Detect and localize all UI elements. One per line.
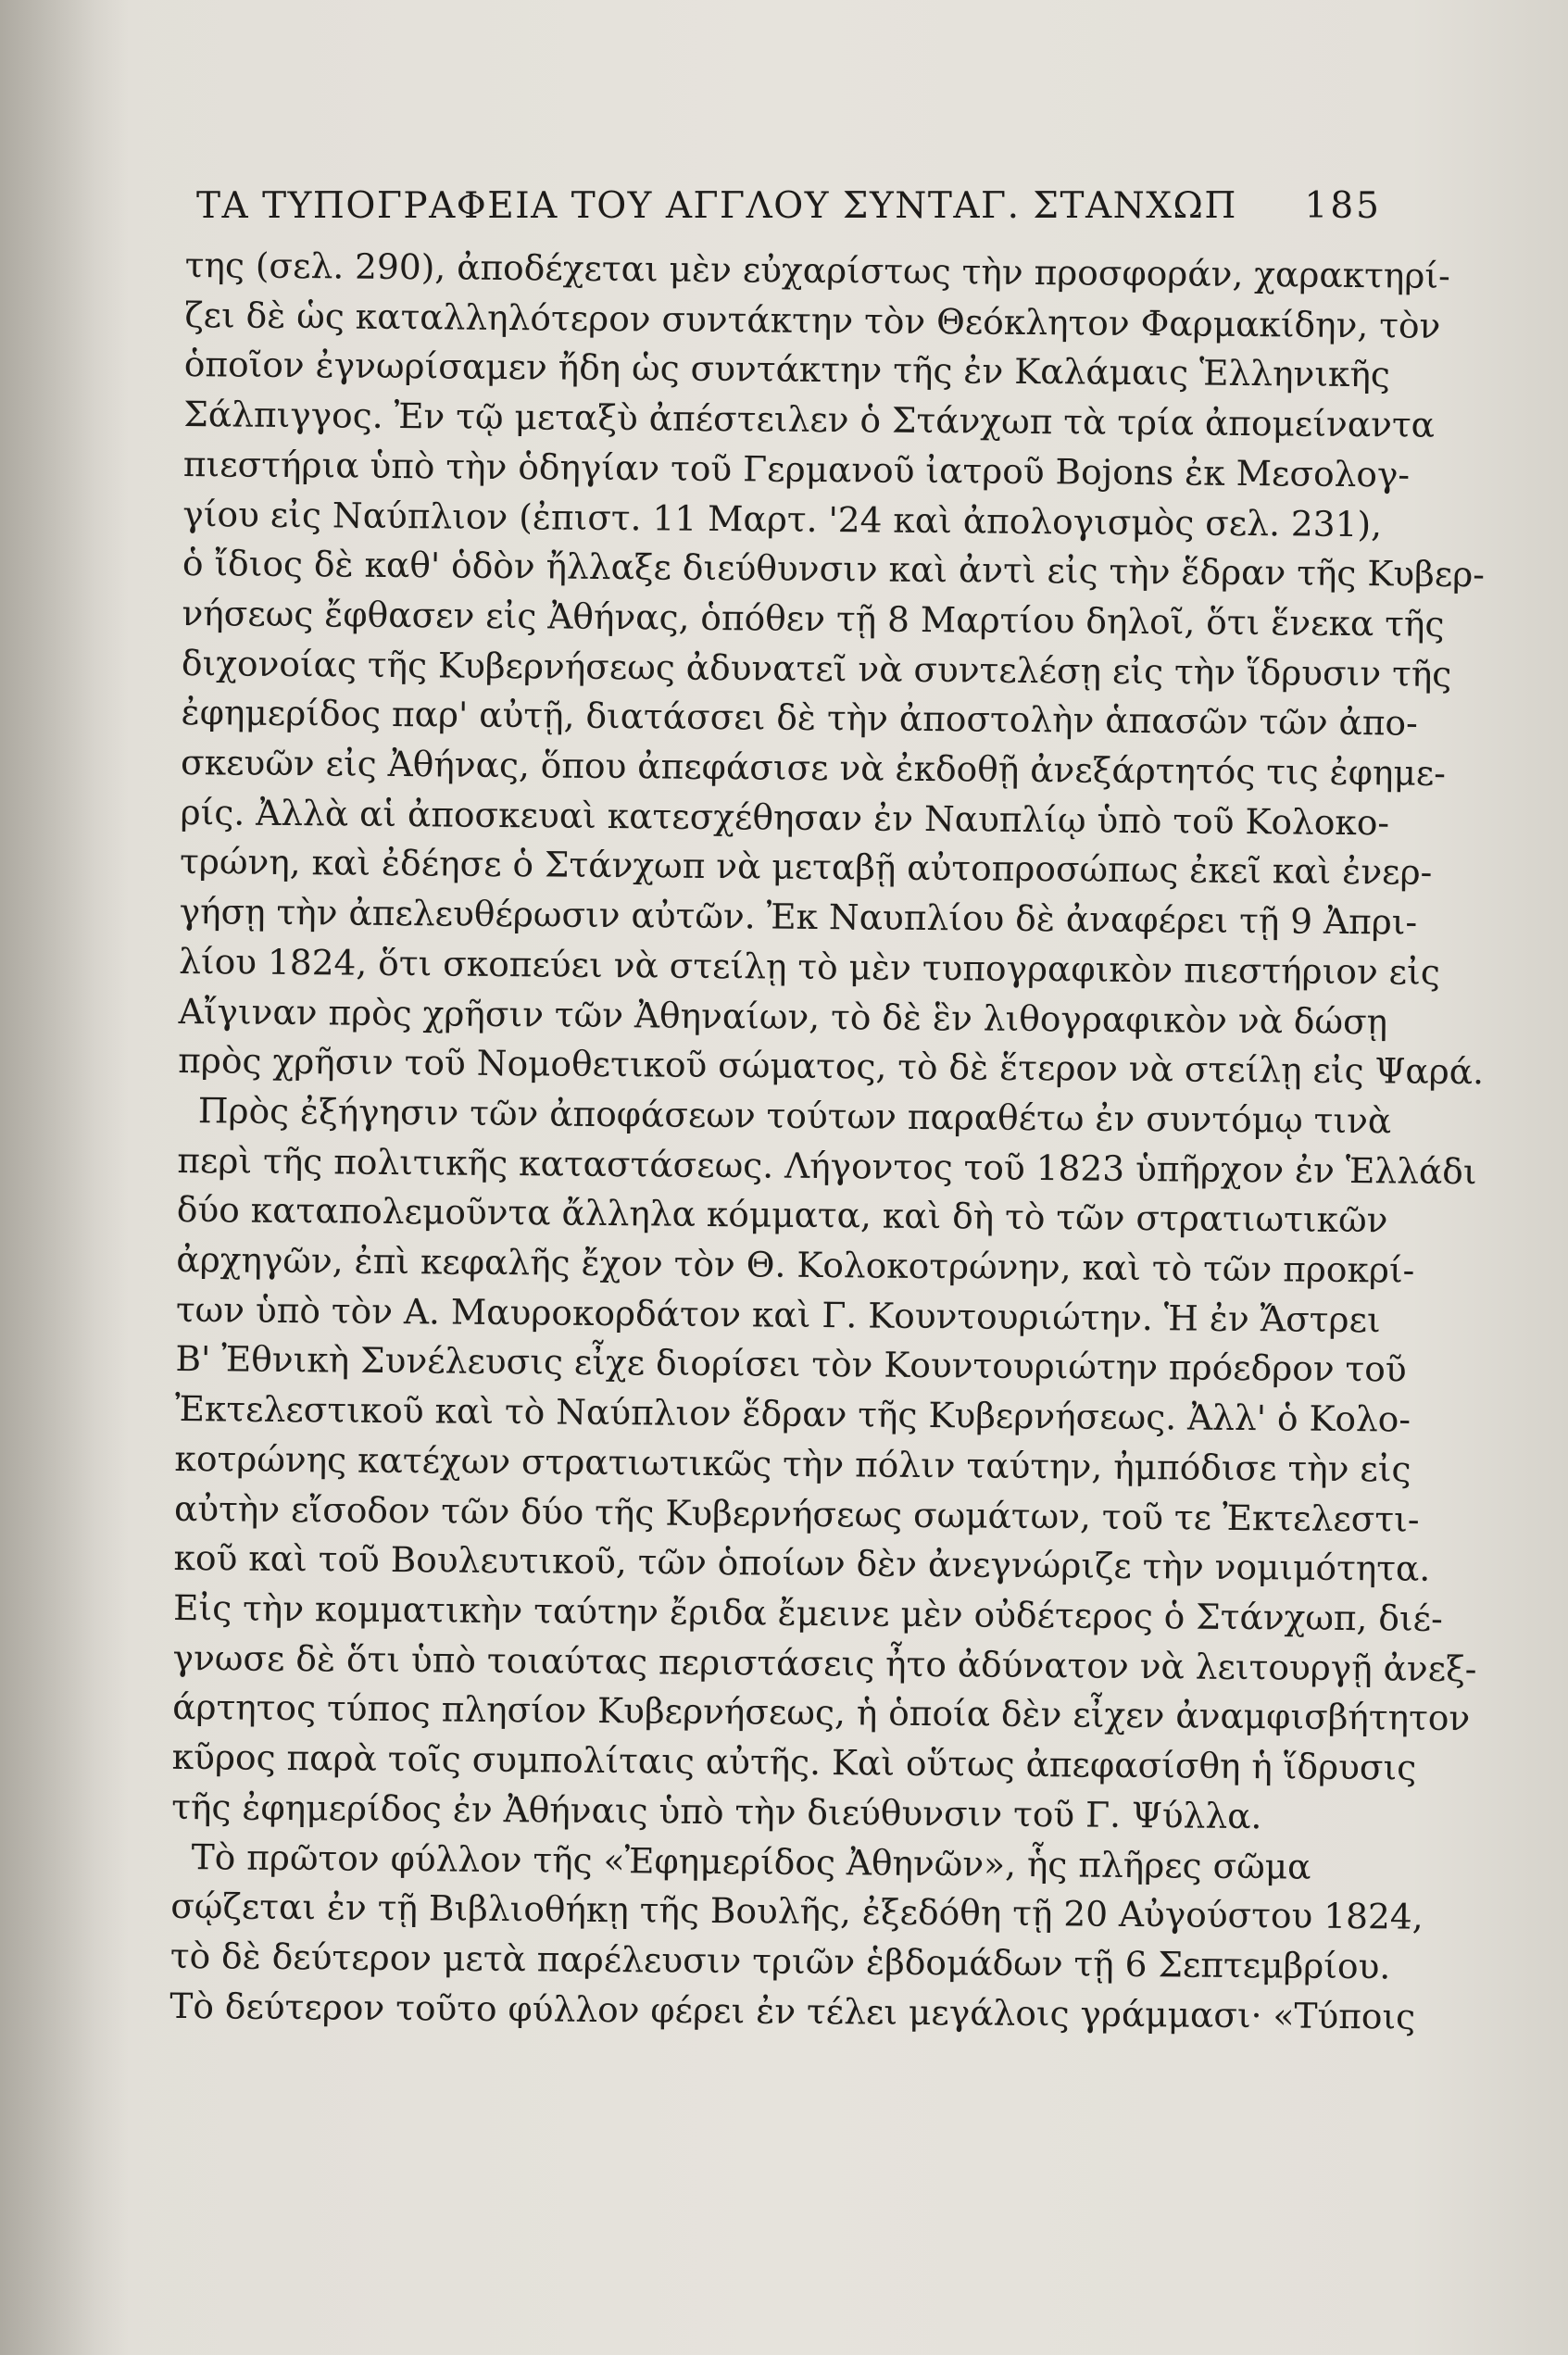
text-line: Αἴγιναν πρὸς χρῆσιν τῶν Ἀθηναίων, τὸ δὲ ἓν λιθογραφικὸν νὰ δώσῃ — [178, 990, 1388, 1042]
text-line: διχονοίας τῆς Κυβερνήσεως ἀδυνατεῖ νὰ συντελέσῃ εἰς τὴν ἵδρυσιν τῆς — [181, 642, 1452, 695]
text-line: περὶ τῆς πολιτικῆς καταστάσεως. Λήγοντος τοῦ 1823 ὑπῆρχον ἐν Ἑλλάδι — [177, 1139, 1477, 1192]
text-line: Τὸ δεύτερον τοῦτο φύλλον φέρει ἐν τέλει μεγάλοις γράμμασι· «Τύποις — [169, 1985, 1416, 2037]
text-line: Β' Ἐθνικὴ Συνέλευσις εἶχε διορίσει τὸν Κουντουριώτην πρόεδρον τοῦ — [175, 1338, 1407, 1391]
text-line: γνωσε δὲ ὅτι ὑπὸ τοιαύτας περιστάσεις ἦτο ἀδύνατον νὰ λειτουργῇ ἀνεξ- — [172, 1636, 1477, 1689]
text-line: σῴζεται ἐν τῇ Βιβλιοθήκῃ τῆς Βουλῆς, ἐξεδόθη τῇ 20 Αὐγούστου 1824, — [170, 1885, 1424, 1937]
text-line: Εἰς τὴν κομματικὴν ταύτην ἔριδα ἔμεινε μὲν οὐδέτερος ὁ Στάνχωπ, διέ- — [172, 1586, 1443, 1639]
page-gutter-shadow — [0, 0, 130, 2355]
text-line: Ἐκτελεστικοῦ καὶ τὸ Ναύπλιον ἕδραν τῆς Κυβερνήσεως. Ἀλλ' ὁ Κολο- — [174, 1388, 1411, 1440]
text-line: ὁ ἴδιος δὲ καθ' ὁδὸν ἤλλαξε διεύθυνσιν καὶ ἀντὶ εἰς τὴν ἕδραν τῆς Κυβερ- — [182, 543, 1486, 595]
paragraph-start-line: Τὸ πρῶτον φύλλον τῆς «Ἐφημερίδος Ἀθηνῶν», ἧς πλῆρες σῶμα — [191, 1835, 1311, 1887]
text-line: ρίς. Ἀλλὰ αἱ ἀποσκευαὶ κατεσχέθησαν ἐν Ναυπλίῳ ὑπὸ τοῦ Κολοκο- — [180, 791, 1390, 844]
text-line: πρὸς χρῆσιν τοῦ Νομοθετικοῦ σώματος, τὸ δὲ ἕτερον νὰ στείλῃ εἰς Ψαρά. — [178, 1040, 1485, 1093]
text-line: τρώνη, καὶ ἐδέησε ὁ Στάνχωπ νὰ μεταβῇ αὐτοπροσώπως ἐκεῖ καὶ ἐνερ- — [179, 841, 1433, 894]
text-line: λίου 1824, ὅτι σκοπεύει νὰ στείλῃ τὸ μὲν τυπογραφικὸν πιεστήριον εἰς — [179, 940, 1441, 993]
text-line: πιεστήρια ὑπὸ τὴν ὁδηγίαν τοῦ Γερμανοῦ ἰατροῦ Bojons ἐκ Μεσολογ- — [182, 443, 1411, 495]
text-line: ἐφημερίδος παρ' αὐτῇ, διατάσσει δὲ τὴν ἀποστολὴν ἁπασῶν τῶν ἀπο- — [181, 692, 1418, 744]
text-line: κοτρώνης κατέχων στρατιωτικῶς τὴν πόλιν ταύτην, ἠμπόδισε τὴν εἰς — [174, 1437, 1411, 1490]
text-line: Σάλπιγγος. Ἐν τῷ μεταξὺ ἀπέστειλεν ὁ Στάνχωπ τὰ τρία ἀπομείναντα — [183, 394, 1436, 445]
text-line: κοῦ καὶ τοῦ Βουλευτικοῦ, τῶν ὁποίων δὲν ἀνεγνώριζε τὴν νομιμότητα. — [173, 1537, 1431, 1590]
text-line: νήσεως ἔφθασεν εἰς Ἀθήνας, ὁπόθεν τῇ 8 Μαρτίου δηλοῖ, ὅτι ἕνεκα τῆς — [182, 592, 1445, 645]
text-line: κῦρος παρὰ τοῖς συμπολίταις αὐτῆς. Καὶ οὕτως ἀπεφασίσθη ἡ ἵδρυσις — [171, 1736, 1417, 1788]
text-line: τὸ δὲ δεύτερον μετὰ παρέλευσιν τριῶν ἑβδομάδων τῇ 6 Σεπτεμβρίου. — [169, 1935, 1391, 1987]
page-number: 185 — [1304, 185, 1382, 227]
text-line: δύο καταπολεμοῦντα ἄλληλα κόμματα, καὶ δὴ τὸ τῶν στρατιωτικῶν — [176, 1189, 1388, 1241]
text-line: των ὑπὸ τὸν Α. Μαυροκορδάτον καὶ Γ. Κουντουριώτην. Ἡ ἐν Ἄστρει — [175, 1288, 1381, 1341]
running-header — [196, 185, 1382, 241]
text-line: ὁποῖον ἐγνωρίσαμεν ἤδη ὡς συντάκτην τῆς ἐν Καλάμαις Ἑλληνικῆς — [183, 344, 1391, 395]
text-line: γήσῃ τὴν ἀπελευθέρωσιν αὐτῶν. Ἐκ Ναυπλίου δὲ ἀναφέρει τῇ 9 Ἀπρι- — [179, 891, 1418, 943]
paragraph-start-line: Πρὸς ἐξήγησιν τῶν ἀποφάσεων τούτων παραθέτω ἐν συντόμῳ τινὰ — [197, 1090, 1392, 1142]
text-line: της (σελ. 290), ἀποδέχεται μὲν εὐχαρίστως τὴν προσφοράν, χαρακτηρί- — [184, 244, 1450, 296]
text-line: γίου εἰς Ναύπλιον (ἐπιστ. 11 Μαρτ. '24 καὶ ἀπολογισμὸς σελ. 231), — [182, 493, 1383, 545]
running-title: ΤΑ ΤΥΠΟΓΡΑΦΕΙΑ ΤΟΥ ΑΓΓΛΟΥ ΣΥΝΤΑΓ. ΣΤΑΝΧΩΠ — [196, 185, 1237, 227]
body-text — [169, 241, 1486, 2041]
text-line: ζει δὲ ὡς καταλληλότερον συντάκτην τὸν Θεόκλητον Φαρμακίδην, τὸν — [184, 294, 1441, 346]
text-line: ἀρχηγῶν, ἐπὶ κεφαλῆς ἔχον τὸν Θ. Κολοκοτρώνην, καὶ τὸ τῶν προκρί- — [176, 1239, 1415, 1291]
text-line: σκευῶν εἰς Ἀθήνας, ὅπου ἀπεφάσισε νὰ ἐκδοθῇ ἀνεξάρτητός τις ἐφημε- — [180, 742, 1447, 794]
text-line: αὐτὴν εἴσοδον τῶν δύο τῆς Κυβερνήσεως σωμάτων, τοῦ τε Ἐκτελεστι- — [173, 1487, 1420, 1540]
text-line: τῆς ἐφημερίδος ἐν Ἀθήναις ὑπὸ τὴν διεύθυνσιν τοῦ Γ. Ψύλλα. — [171, 1785, 1262, 1837]
text-line: άρτητος τύπος πλησίον Κυβερνήσεως, ἡ ὁποία δὲν εἶχεν ἀναμφισβήτητον — [171, 1686, 1471, 1739]
